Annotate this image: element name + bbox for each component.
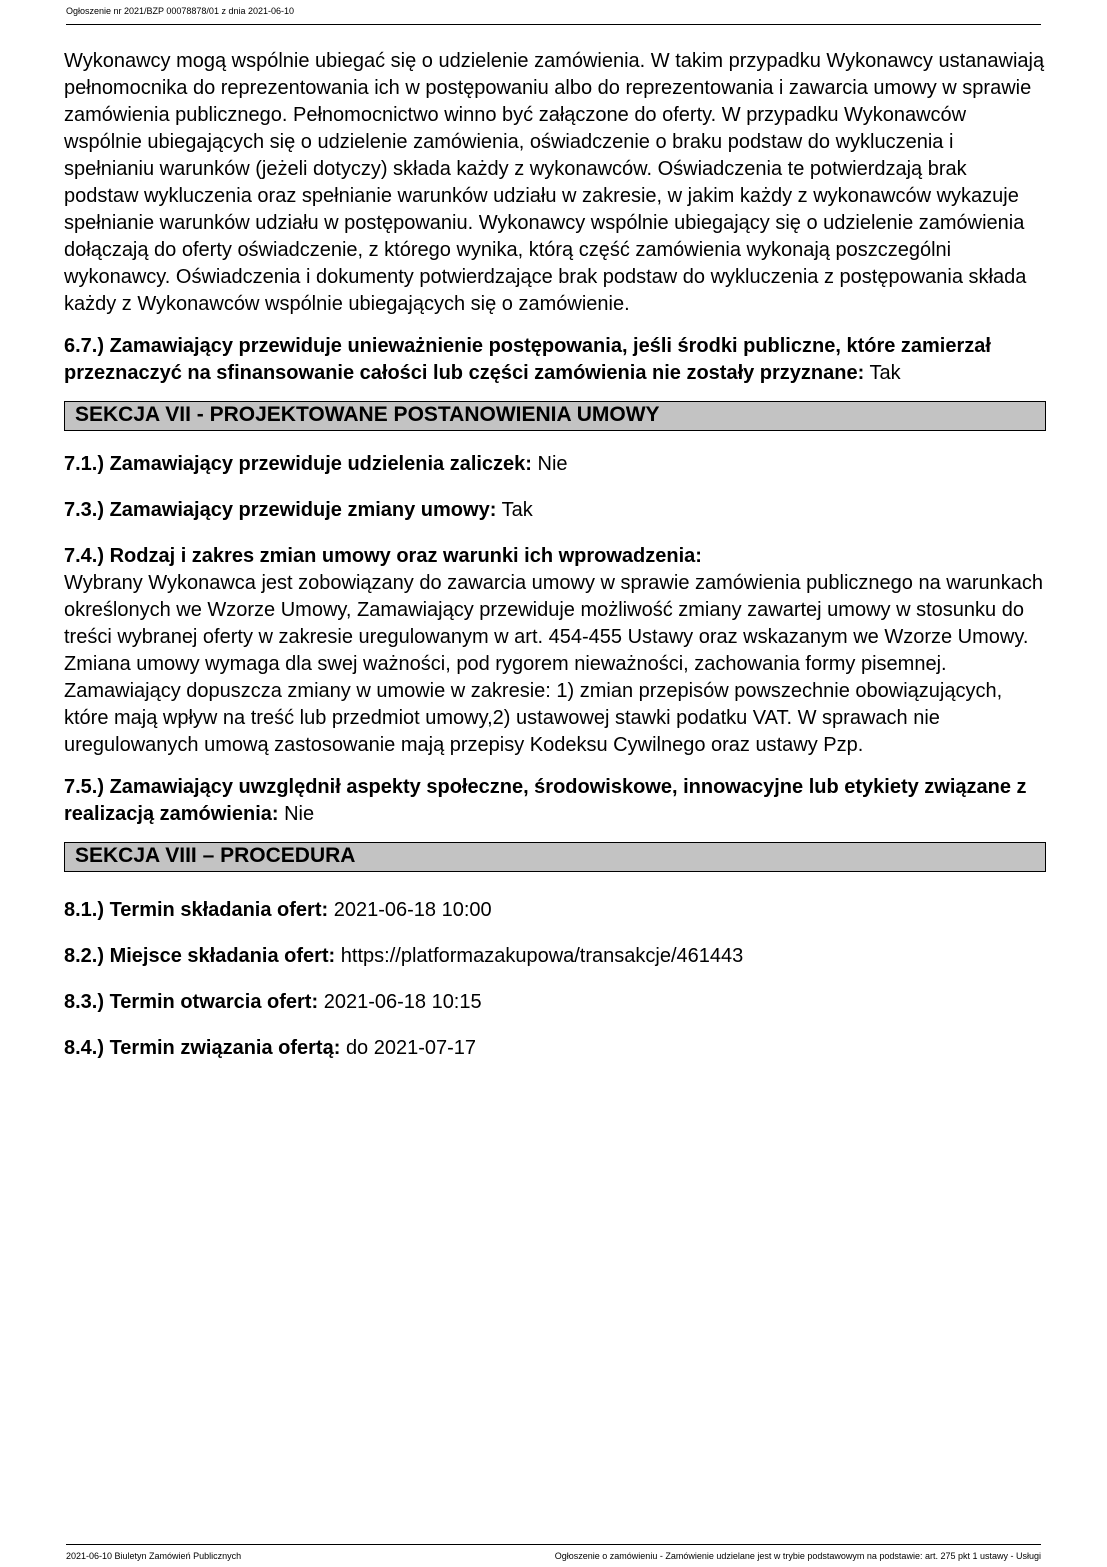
section-viii-header — [64, 842, 1046, 872]
section-vii-title: SEKCJA VII - PROJEKTOWANE POSTANOWIENIA UMOWY — [75, 403, 660, 426]
item-8-4-value: do 2021-07-17 — [345, 1037, 477, 1059]
page-footer — [66, 1544, 1041, 1561]
document-body — [64, 48, 1046, 1062]
item-6-7-value: Tak — [869, 362, 901, 384]
item-8-4-label: 8.4.) Termin związania ofertą: — [64, 1037, 341, 1059]
item-7-3-label: 7.3.) Zamawiający przewiduje zmiany umowy: — [64, 499, 497, 521]
item-8-1 — [64, 897, 1046, 924]
intro-paragraph: Wykonawcy mogą wspólnie ubiegać się o udzielenie zamówienia. W takim przypadku Wykonawcy ustanawiają pełnomocnika do reprezentowania ich w postępowaniu albo do reprezentowania i zawarcia umowy w sprawie zamówienia publicznego. Pełnomocnictwo winno być załączone do oferty. W przypadku Wykonawców wspólnie ubiegających się o udzielenie zamówienia, oświadczenie o braku podstaw do wykluczenia i spełnianiu warunków (jeżeli dotyczy) składa każdy z wykonawców. Oświadczenia te potwierdzają brak podstaw wykluczenia oraz spełnianie warunków udziału w zakresie, w jakim każdy z wykonawców wykazuje spełnianie warunków udziału w postępowaniu. Wykonawcy wspólnie ubiegający się o udzielenie zamówienia dołączają do oferty oświadczenie, z którego wynika, którą część zamówienia wykonają poszczególni wykonawcy. Oświadczenia i dokumenty potwierdzające brak podstaw do wykluczenia z postępowania składa każdy z Wykonawców wspólnie ubiegających się o zamówienie. — [64, 50, 1045, 315]
section-vii-header — [64, 401, 1046, 431]
item-8-4 — [64, 1035, 1046, 1062]
item-7-4 — [64, 543, 1046, 759]
item-7-5-value: Nie — [284, 803, 315, 825]
item-8-1-label: 8.1.) Termin składania ofert: — [64, 899, 329, 921]
item-8-1-value: 2021-06-18 10:00 — [333, 899, 492, 921]
item-7-1 — [64, 451, 1046, 478]
item-8-2 — [64, 943, 1046, 970]
item-7-3 — [64, 497, 1046, 524]
footer-left: 2021-06-10 Biuletyn Zamówień Publicznych — [66, 1551, 242, 1561]
item-7-4-label: 7.4.) Rodzaj i zakres zmian umowy oraz warunki ich wprowadzenia: — [64, 545, 702, 567]
page-header — [66, 6, 1041, 25]
item-7-5 — [64, 774, 1046, 828]
item-7-5-label: 7.5.) Zamawiający uwzględnił aspekty społeczne, środowiskowe, innowacyjne lub etykiety związane z realizacją zamówienia: — [64, 776, 1027, 825]
item-6-7-label: 6.7.) Zamawiający przewiduje unieważnienie postępowania, jeśli środki publiczne, które zamierzał przeznaczyć na sfinansowanie całości lub części zamówienia nie zostały przyznane: — [64, 335, 991, 384]
item-8-3-label: 8.3.) Termin otwarcia ofert: — [64, 991, 319, 1013]
item-7-1-value: Nie — [537, 453, 568, 475]
item-7-1-label: 7.1.) Zamawiający przewiduje udzielenia zaliczek: — [64, 453, 532, 475]
section-viii-title: SEKCJA VIII – PROCEDURA — [75, 844, 356, 867]
footer-right: Ogłoszenie o zamówieniu - Zamówienie udzielane jest w trybie podstawowym na podstawie: art. 275 pkt 1 ustawy - Usługi — [554, 1551, 1041, 1561]
item-8-3 — [64, 989, 1046, 1016]
header-notice-id: Ogłoszenie nr 2021/BZP 00078878/01 z dnia 2021-06-10 — [66, 6, 295, 16]
item-8-2-label: 8.2.) Miejsce składania ofert: — [64, 945, 336, 967]
item-7-3-value: Tak — [501, 499, 533, 521]
item-7-4-value: Wybrany Wykonawca jest zobowiązany do zawarcia umowy w sprawie zamówienia publicznego na warunkach określonych we Wzorze Umowy, Zamawiający przewiduje możliwość zmiany zawartej umowy w stosunku do treści wybranej oferty w zakresie uregulowanym w art. 454-455 Ustawy oraz wskazanym we Wzorze Umowy. Zmiana umowy wymaga dla swej ważności, pod rygorem nieważności, zachowania formy pisemnej. Zamawiający dopuszcza zmiany w umowie w zakresie: 1) zmian przepisów powszechnie obowiązujących, które mają wpływ na treść lub przedmiot umowy,2) ustawowej stawki podatku VAT. W sprawach nie uregulowanych umową zastosowanie mają przepisy Kodeksu Cywilnego oraz ustawy Pzp. — [64, 572, 1043, 756]
item-6-7 — [64, 333, 1046, 387]
item-8-3-value: 2021-06-18 10:15 — [323, 991, 482, 1013]
item-8-2-value: https://platformazakupowa/transakcje/461443 — [340, 945, 744, 967]
